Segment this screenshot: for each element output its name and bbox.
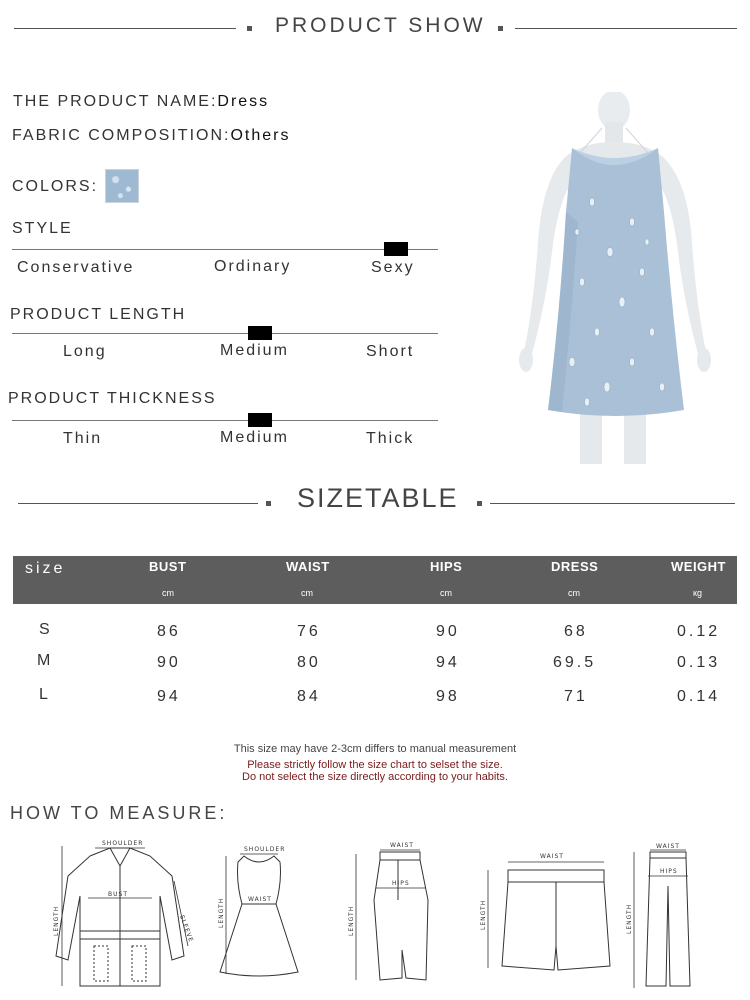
cell-hips: 98 bbox=[436, 688, 460, 705]
note-do-not-select-by-habit: Do not select the size directly according to your habits. bbox=[242, 771, 508, 783]
header-rule-right bbox=[515, 28, 737, 29]
header-square-left bbox=[247, 26, 252, 31]
header-dress: DRESS bbox=[551, 559, 599, 574]
header-rule-left bbox=[14, 28, 236, 29]
colors-label: COLORS: bbox=[12, 178, 99, 195]
thickness-option-medium: Medium bbox=[220, 429, 289, 446]
skirt-length-label: LENGTH bbox=[348, 905, 355, 936]
skirt-waist-label: WAIST bbox=[390, 842, 414, 849]
pants-hips-label: HIPS bbox=[660, 868, 678, 875]
pants-length-label: LENGTH bbox=[626, 903, 633, 934]
thickness-option-thick: Thick bbox=[366, 430, 415, 447]
pants-waist-label: WAIST bbox=[656, 843, 680, 850]
dress-waist-label: WAIST bbox=[248, 896, 272, 903]
cell-size: L bbox=[39, 686, 51, 703]
cell-dress: 71 bbox=[564, 688, 588, 705]
sizetable-rule-right bbox=[490, 503, 735, 504]
cell-dress: 69.5 bbox=[553, 654, 597, 671]
cell-size: S bbox=[39, 621, 53, 638]
cell-weight: 0.14 bbox=[677, 688, 721, 705]
dress-length-label: LENGTH bbox=[218, 897, 225, 928]
dress-measure-diagram bbox=[214, 842, 304, 982]
note-follow-chart: Please strictly follow the size chart to selset the size. bbox=[247, 759, 503, 771]
jacket-measure-diagram bbox=[50, 836, 200, 992]
thickness-scale-line bbox=[12, 420, 438, 421]
thickness-scale-marker bbox=[248, 413, 272, 427]
unit-weight: кg bbox=[693, 588, 702, 598]
product-name-value: Dress bbox=[217, 93, 270, 110]
cell-waist: 84 bbox=[297, 688, 321, 705]
cell-hips: 90 bbox=[436, 623, 460, 640]
sizetable-square-left bbox=[266, 501, 271, 506]
skirt-hips-label: HIPS bbox=[392, 880, 410, 887]
header-hips: HIPS bbox=[430, 559, 463, 574]
thickness-title: PRODUCT THICKNESS bbox=[8, 390, 217, 407]
shorts-measure-diagram bbox=[476, 846, 616, 976]
fabric-label: FABRIC COMPOSITION: bbox=[12, 127, 231, 144]
jacket-bust-label: BUST bbox=[108, 891, 128, 898]
length-title: PRODUCT LENGTH bbox=[10, 306, 187, 323]
length-scale-line bbox=[12, 333, 438, 334]
fabric-value: Others bbox=[230, 127, 291, 144]
jacket-sleeve-label: SLEEVE bbox=[178, 914, 195, 944]
unit-bust: cm bbox=[162, 588, 174, 598]
dress-shoulder-label: SHOULDER bbox=[244, 846, 286, 853]
shorts-waist-label: WAIST bbox=[540, 853, 564, 860]
header-bust: BUST bbox=[149, 559, 187, 574]
style-option-conservative: Conservative bbox=[17, 259, 135, 276]
cell-bust: 86 bbox=[157, 623, 181, 640]
length-option-short: Short bbox=[366, 343, 415, 360]
style-title: STYLE bbox=[12, 220, 73, 237]
cell-hips: 94 bbox=[436, 654, 460, 671]
cell-dress: 68 bbox=[564, 623, 588, 640]
thickness-option-thin: Thin bbox=[63, 430, 103, 447]
skirt-measure-diagram bbox=[340, 840, 440, 990]
product-photo-dress[interactable] bbox=[502, 92, 728, 464]
style-option-ordinary: Ordinary bbox=[214, 258, 292, 275]
shorts-length-label: LENGTH bbox=[480, 899, 487, 930]
sizetable-title: SIZETABLE bbox=[297, 483, 459, 513]
product-name-line bbox=[13, 93, 269, 111]
cell-size: M bbox=[37, 652, 54, 669]
cell-weight: 0.12 bbox=[677, 623, 721, 640]
cell-waist: 80 bbox=[297, 654, 321, 671]
header-square-right bbox=[498, 26, 503, 31]
unit-dress: cm bbox=[568, 588, 580, 598]
style-option-sexy: Sexy bbox=[371, 259, 415, 276]
cell-waist: 76 bbox=[297, 623, 321, 640]
note-measurement-difference: This size may have 2-3cm differs to manual measurement bbox=[233, 743, 517, 755]
cell-bust: 90 bbox=[157, 654, 181, 671]
fabric-line bbox=[12, 127, 290, 145]
style-scale-line bbox=[12, 249, 438, 250]
header-weight: WEIGHT bbox=[671, 559, 726, 574]
pants-measure-diagram bbox=[620, 840, 710, 992]
header-waist: WAIST bbox=[286, 559, 330, 574]
cell-weight: 0.13 bbox=[677, 654, 721, 671]
product-name-label: THE PRODUCT NAME: bbox=[13, 93, 218, 110]
size-table-header bbox=[13, 556, 737, 604]
product-show-title: PRODUCT SHOW bbox=[275, 14, 486, 37]
cell-bust: 94 bbox=[157, 688, 181, 705]
how-to-measure-title: HOW TO MEASURE: bbox=[10, 803, 228, 823]
unit-waist: cm bbox=[301, 588, 313, 598]
unit-hips: cm bbox=[440, 588, 452, 598]
style-scale-marker bbox=[384, 242, 408, 256]
sizetable-rule-left bbox=[18, 503, 258, 504]
length-option-long: Long bbox=[63, 343, 107, 360]
jacket-shoulder-label: SHOULDER bbox=[102, 840, 144, 847]
length-option-medium: Medium bbox=[220, 342, 289, 359]
color-swatch-blue[interactable] bbox=[105, 169, 139, 203]
jacket-length-label: LENGTH bbox=[53, 905, 60, 936]
sizetable-square-right bbox=[477, 501, 482, 506]
header-size: size bbox=[25, 560, 66, 577]
length-scale-marker bbox=[248, 326, 272, 340]
